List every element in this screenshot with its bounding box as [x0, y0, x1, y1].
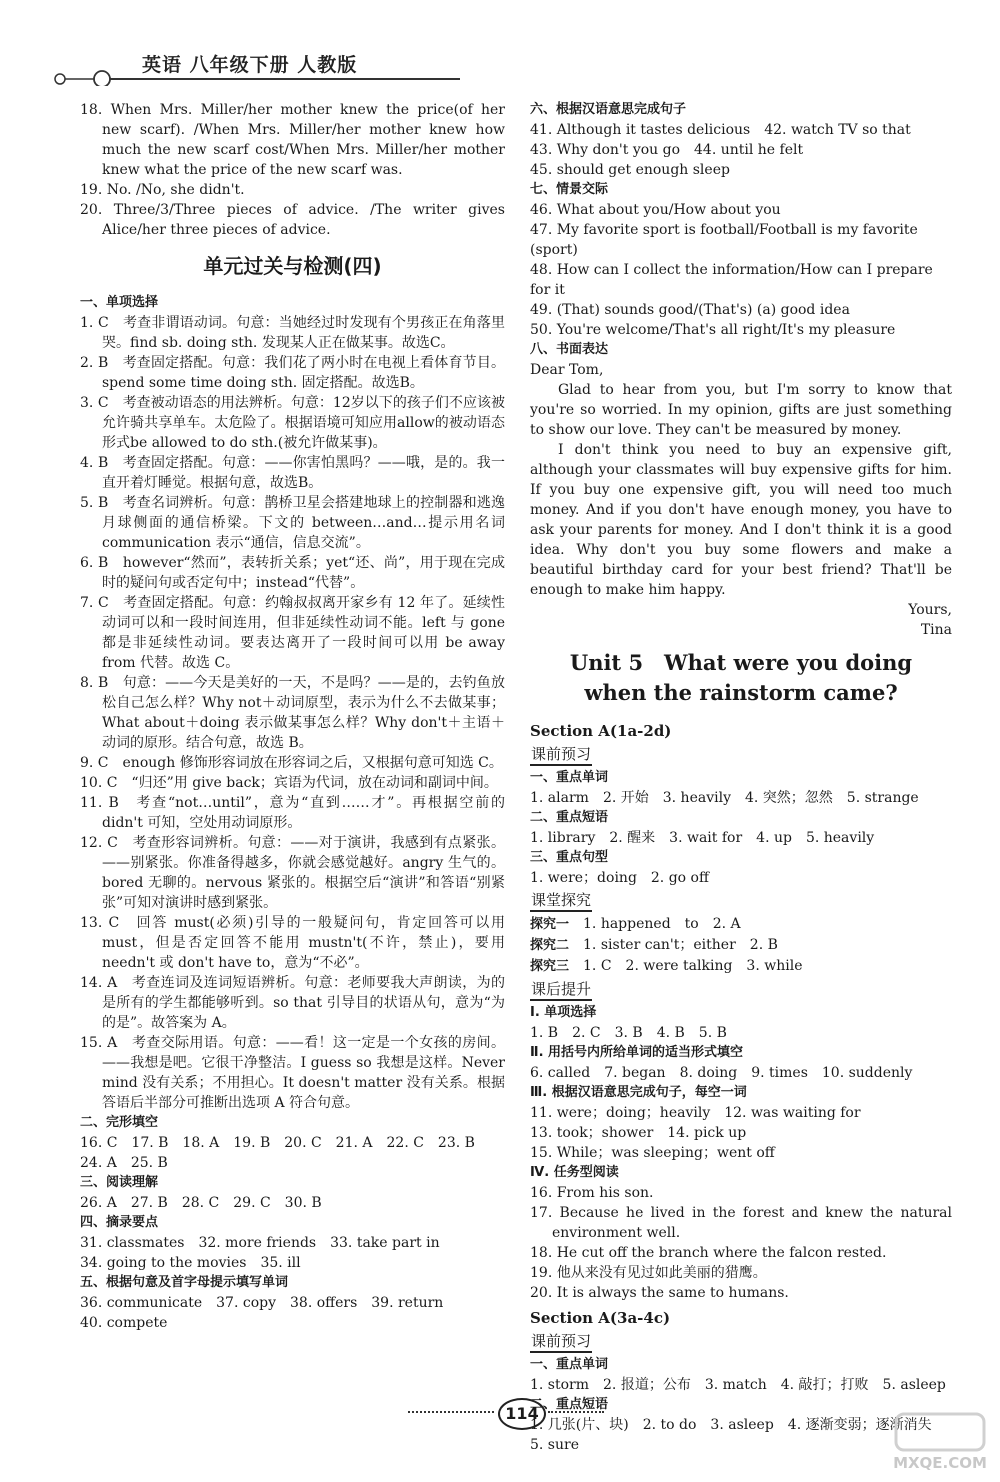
answer-line: 26. A 27. B 28. C 29. C 30. B: [80, 1195, 322, 1211]
section-heading: 二、重点短语: [530, 810, 609, 825]
answer-item: 19. No. /No, she didn't.: [80, 182, 245, 198]
answer-item: 2. B 考查固定搭配。句意：我们花了两小时在电视上看体育节目。spend some time doing sth. 固定搭配。故选B。: [80, 355, 505, 391]
header-title: 英语 八年级下册 人教版: [142, 54, 358, 76]
probe-label: 探究三: [530, 959, 570, 974]
answer-line: 20. It is always the same to humans.: [530, 1285, 789, 1301]
probe-text: 1. sister can't；either 2. B: [583, 937, 778, 953]
answer-line: 17. Because he lived in the forest and knew the natural environment well.: [530, 1205, 952, 1241]
answer-line: 6. called 7. began 8. doing 9. times 10. suddenly: [530, 1065, 913, 1081]
section-heading: 三、阅读理解: [80, 1175, 159, 1190]
section-heading: 二、完形填空: [80, 1115, 159, 1130]
left-column: [80, 100, 505, 1333]
section-heading: 一、单项选择: [80, 295, 159, 310]
watermark-logo-icon: [890, 1410, 990, 1476]
answer-line: 1. were；doing 2. go off: [530, 870, 709, 886]
answer-line: 11. were；doing；heavily 12. was waiting for: [530, 1105, 861, 1121]
letter-closing: Yours,: [908, 602, 952, 618]
letter-paragraph: I don't think you need to buy an expensive gift, although your classmates will buy expensive gifts for him. If you buy one expensive gift, you will need too much money. And if you don't have enough money, you have to ask your parents for money. And I don't think it is a good idea. Why don't you buy some flowers and make a beautiful birthday card for your best friend? That'll be enough to make him happy.: [530, 442, 952, 598]
answer-item: 6. B however“然而”，表转折关系；yet“还、尚”，用于现在完成时的疑问句或否定句中；instead“代替”。: [80, 555, 505, 591]
answer-item: 18. When Mrs. Miller/her mother knew the price(of her new scarf). /When Mrs. Miller/her mother knew how much the new scarf cost/When Mrs. Miller/her mother knew what the price of the new scarf was.: [80, 102, 505, 178]
probe-line: [530, 935, 952, 956]
answer-item: 14. A 考查连词及连词短语辨析。句意：老师要我大声朗读，为的是所有的学生都能够听到。so that 引导目的状语从句，意为“为的是”。故答案为 A。: [80, 975, 505, 1031]
section-heading: 六、根据汉语意思完成句子: [530, 102, 687, 117]
answer-line: 15. While；was sleeping；went off: [530, 1145, 775, 1161]
answer-line: 19. 他从来没有见过如此美丽的猎鹰。: [530, 1265, 767, 1281]
answer-line: 34. going to the movies 35. ill: [80, 1255, 301, 1271]
section-a-heading: Section A(1a-2d): [530, 722, 672, 740]
section-a-heading: Section A(3a-4c): [530, 1309, 671, 1327]
tag-preview: 课前预习: [530, 1331, 592, 1353]
section-heading: 八、书面表达: [530, 342, 609, 357]
answer-item: 9. C enough 修饰形容词放在形容词之后，又根据句意可知选 C。: [80, 755, 503, 771]
answer-item: 20. Three/3/Three pieces of advice. /The writer gives Alice/her three pieces of advice.: [80, 202, 505, 238]
probe-text: 1. happened to 2. A: [583, 916, 741, 932]
answer-item: 10. C “归还”用 give back；宾语为代词，放在动词和副词中间。: [80, 775, 498, 791]
answer-item: 13. C 回答 must(必须)引导的一般疑问句，肯定回答可以用must，但是否定回答不能用 mustn't(不许，禁止)，要用 needn't 或 don't have to，意为“不必”。: [80, 915, 505, 971]
answer-item: 3. C 考查被动语态的用法辨析。句意：12岁以下的孩子们不应该被允许骑共享单车。太危险了。根据语境可知应用allow的被动语态形式be allowed to do sth.(被允许做某事)。: [80, 395, 505, 451]
answer-line: 45. should get enough sleep: [530, 162, 730, 178]
answer-item: 5. B 考查名词辨析。句意：鹊桥卫星会搭建地球上的控制器和逃逸月球侧面的通信桥梁。下文的 between…and…提示用名词 communication 表示“通信，信息交流”。: [80, 495, 505, 551]
answer-item: 1. C 考查非谓语动词。句意：当她经过时发现有个男孩正在角落里哭。find sb. doing sth. 发现某人正在做某事。故选C。: [80, 315, 505, 351]
answer-line: 36. communicate 37. copy 38. offers 39. return: [80, 1295, 444, 1311]
answer-line: 1. library 2. 醒来 3. wait for 4. up 5. heavily: [530, 830, 875, 846]
answer-item: 11. B 考查“not…until”，意为“直到……才”。再根据空前的 didn't 可知，空处用动词原形。: [80, 795, 505, 831]
probe-line: [530, 956, 952, 977]
tag-after: 课后提升: [530, 979, 592, 1001]
answer-line: 16. From his son.: [530, 1185, 654, 1201]
tag-preview: 课前预习: [530, 744, 592, 766]
unit-title: [530, 648, 952, 708]
right-column: [530, 100, 952, 1455]
watermark-text: MXQE.COM: [893, 1454, 987, 1472]
answer-item: 8. B 句意：——今天是美好的一天，不是吗？——是的，去钓鱼放松自己怎么样？Why not＋动词原型，表示为什么不去做某事；What about＋doing 表示做某事怎么样？Why don't＋主语＋动词的原形。结合句意，故选 B。: [80, 675, 505, 751]
answer-line: 18. He cut off the branch where the falcon rested.: [530, 1245, 887, 1261]
section-heading: Ⅳ. 任务型阅读: [530, 1165, 619, 1180]
answer-line: 47. My favorite sport is football/Football is my favorite (sport): [530, 222, 918, 258]
answer-line: 46. What about you/How about you: [530, 202, 781, 218]
answer-line: 40. compete: [80, 1315, 168, 1331]
answer-line: 13. took；shower 14. pick up: [530, 1125, 747, 1141]
tag-class: 课堂探究: [530, 890, 592, 912]
answer-line: 5. sure: [530, 1437, 579, 1453]
answer-line: 48. How can I collect the information/How can I prepare for it: [530, 262, 933, 298]
answer-line: 1. 几张(片、块) 2. to do 3. asleep 4. 逐渐变弱；逐渐消失: [530, 1417, 932, 1433]
section-heading: 三、重点句型: [530, 850, 609, 865]
answer-line: 1. storm 2. 报道；公布 3. match 4. 敲打；打败 5. asleep: [530, 1377, 946, 1393]
section-heading: Ⅱ. 用括号内所给单词的适当形式填空: [530, 1045, 744, 1060]
page-footer: [0, 1398, 1000, 1428]
section-heading: 二、重点短语: [530, 1397, 609, 1412]
answer-line: 43. Why don't you go 44. until he felt: [530, 142, 804, 158]
section-heading: 七、情景交际: [530, 182, 609, 197]
answer-line: 24. A 25. B: [80, 1155, 168, 1171]
answer-item: 4. B 考查固定搭配。句意：——你害怕黑吗？——哦，是的。我一直开着灯睡觉。根据句意，故选B。: [80, 455, 505, 491]
section-heading: 一、重点单词: [530, 770, 609, 785]
page-number: 114: [498, 1398, 546, 1430]
section-heading: Ⅰ. 单项选择: [530, 1005, 597, 1020]
answer-item: 15. A 考查交际用语。句意：——看！这一定是一个女孩的房间。——我想是吧。它很干净整洁。I guess so 我想是这样。Never mind 没有关系；不用担心。It doesn't matter 没有关系。根据答语后半部分可推断出选项 A 符合句意。: [80, 1035, 505, 1111]
answer-line: 16. C 17. B 18. A 19. B 20. C 21. A 22. C 23. B: [80, 1135, 475, 1151]
probe-text: 1. C 2. were talking 3. while: [583, 958, 803, 974]
section-heading: 五、根据句意及首字母提示填写单词: [80, 1275, 289, 1290]
watermark-icon: [890, 1410, 990, 1476]
letter-greeting: Dear Tom,: [530, 362, 604, 378]
answer-item: 7. C 考查固定搭配。句意：约翰叔叔离开家乡有 12 年了。延续性动词可以和一段时间连用，但非延续性动词不能。left 与 gone 都是非延续性动词。要表达离开了一段时间可以用 be away from 代替。故选 C。: [80, 595, 505, 671]
test-title: 单元过关与检测(四): [203, 254, 382, 278]
answer-line: 31. classmates 32. more friends 33. take part in: [80, 1235, 440, 1251]
answer-line: 1. B 2. C 3. B 4. B 5. B: [530, 1025, 727, 1041]
unit-title-line: Unit 5 What were you doing: [569, 650, 913, 675]
answer-line: 49. (That) sounds good/(That's) (a) good idea: [530, 302, 850, 318]
unit-title-line: when the rainstorm came?: [584, 680, 898, 705]
answer-item: 12. C 考查形容词辨析。句意：——对于演讲，我感到有点紧张。——别紧张。你准备得越多，你就会感觉越好。angry 生气的。bored 无聊的。nervous 紧张的。根据空后“演讲”和答语“别紧张”可知对演讲时感到紧张。: [80, 835, 505, 911]
probe-label: 探究二: [530, 938, 570, 953]
answer-line: 41. Although it tastes delicious 42. watch TV so that: [530, 122, 911, 138]
section-heading: 一、重点单词: [530, 1357, 609, 1372]
footer-dots-left: [408, 1411, 494, 1413]
answer-line: 1. alarm 2. 开始 3. heavily 4. 突然；忽然 5. strange: [530, 790, 919, 806]
probe-line: [530, 914, 952, 935]
footer-dots-right: [548, 1411, 604, 1413]
section-heading: Ⅲ. 根据汉语意思完成句子，每空一词: [530, 1085, 747, 1100]
answer-line: 50. You're welcome/That's all right/It's my pleasure: [530, 322, 896, 338]
letter-paragraph: Glad to hear from you, but I'm sorry to know that you're so worried. In my opinion, gifts are just something to show our love. They can't be measured by money.: [530, 382, 952, 438]
probe-label: 探究一: [530, 917, 570, 932]
page-header: [50, 46, 470, 86]
section-heading: 四、摘录要点: [80, 1215, 159, 1230]
letter-signature: Tina: [920, 622, 952, 638]
